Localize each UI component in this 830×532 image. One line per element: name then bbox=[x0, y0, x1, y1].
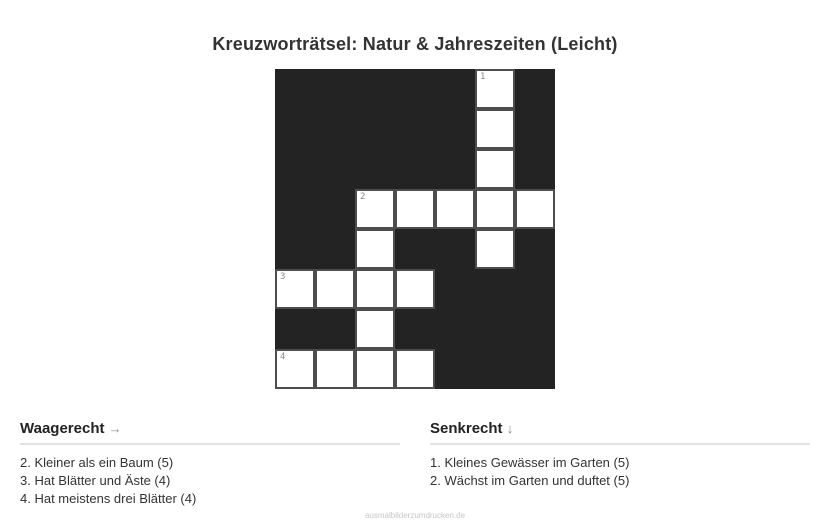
grid-cell bbox=[275, 349, 315, 389]
cell-number: 1 bbox=[480, 72, 486, 82]
crossword-grid bbox=[275, 69, 555, 389]
grid-cell bbox=[475, 69, 515, 109]
down-heading bbox=[430, 420, 810, 445]
grid-cell bbox=[475, 229, 515, 269]
across-heading-label: Waagerecht bbox=[20, 420, 105, 437]
grid-cell bbox=[395, 349, 435, 389]
page-title: Kreuzworträtsel: Natur & Jahreszeiten (Leicht) bbox=[212, 34, 618, 55]
grid-cell bbox=[435, 189, 475, 229]
down-clues-section bbox=[430, 420, 810, 490]
cell-number: 2 bbox=[360, 192, 366, 202]
clue-item: 2. Wächst im Garten und duftet (5) bbox=[430, 473, 630, 488]
grid-cell bbox=[475, 149, 515, 189]
cell-number: 3 bbox=[280, 272, 286, 282]
clue-item: 1. Kleines Gewässer im Garten (5) bbox=[430, 455, 630, 470]
across-heading bbox=[20, 420, 400, 445]
right-arrow-icon: → bbox=[108, 421, 122, 436]
grid-cell bbox=[395, 189, 435, 229]
clue-item: 3. Hat Blätter und Äste (4) bbox=[20, 473, 171, 488]
grid-cell bbox=[475, 189, 515, 229]
down-clue-list bbox=[430, 454, 810, 490]
across-clue-list bbox=[20, 454, 400, 508]
footer-watermark: ausmalbilderzumdrucken.de bbox=[364, 511, 466, 520]
grid-cell bbox=[355, 349, 395, 389]
down-arrow-icon: ↓ bbox=[506, 421, 514, 436]
cell-number: 4 bbox=[280, 352, 286, 362]
grid-cell bbox=[275, 269, 315, 309]
clue-item: 4. Hat meistens drei Blätter (4) bbox=[20, 491, 197, 506]
grid-cell bbox=[515, 189, 555, 229]
grid-cell bbox=[395, 269, 435, 309]
grid-cell bbox=[315, 269, 355, 309]
grid-cell bbox=[475, 109, 515, 149]
grid-cell bbox=[355, 229, 395, 269]
grid-cell bbox=[355, 309, 395, 349]
clue-item: 2. Kleiner als ein Baum (5) bbox=[20, 455, 174, 470]
grid-cell bbox=[315, 349, 355, 389]
grid-cell bbox=[355, 269, 395, 309]
down-heading-label: Senkrecht bbox=[430, 420, 503, 437]
grid-cell bbox=[355, 189, 395, 229]
across-clues-section bbox=[20, 420, 400, 508]
